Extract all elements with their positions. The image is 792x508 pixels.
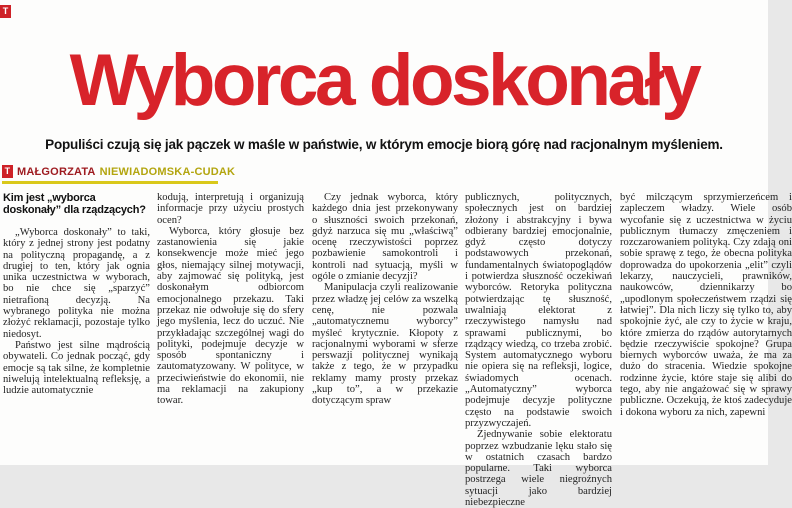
byline-author-first-name: MAŁGORZATA [17,165,96,178]
article-paragraph: Zjednywanie sobie elektoratu poprzez wzbudzanie lęku stało się w ostatnich czasach bardzo popularne. Taki wyborca postrzega wiele niegroźnych sytuacji jako bardziej niebezpieczne [465,429,612,508]
article-column-3 [312,192,458,407]
corner-logo-icon: T [0,5,11,18]
article-column-4 [465,192,612,508]
article-paragraph: Czy jednak wyborca, który każdego dnia jest przekonywany o słuszności swoich przekonań, gdyż narzuca się mu „właściwą” ocenę rzeczywistości poprzez pozbawienie samokontroli i kontroli nad sytuacją, myśli w ogóle o zmianie decyzji? [312,192,458,283]
article-column-1 [3,192,150,396]
question-heading: Kim jest „wyborca doskonały” dla rządzących? [3,192,146,216]
byline-t-icon: T [2,165,13,178]
article-title: Wyborca doskonały [69,40,699,121]
article-paragraph: Manipulacja czyli realizowanie przez władzę jej celów za wszelką cenę, nie pozwala „automatycznemu wyborcy” myśleć krytycznie. Kłopoty z racjonalnymi wyborami w sferze perswazji politycznej wynikają także z tego, że w przypadku reklamy mamy prosty przekaz „kup to”, a w przekazie dotyczącym spraw [312,282,458,407]
byline [2,165,236,184]
article-paragraph: „Wyborca doskonały” to taki, który z jednej strony jest podatny na polityczną propagandę, a z drugiej to ten, który jak ognia unika uczestnictwa w wyborach, bo nie chce się „sparzyć” nietrafioną decyzją. Na wybranego polityka nie można złożyć reklamacji, pozostaje tylko niedosyt. [3,227,150,340]
article-column-2 [157,192,304,407]
article-column-5 [620,192,792,418]
article-paragraph: kodują, interpretują i organizują informacje przy użyciu prostych ocen? [157,192,304,226]
byline-author-last-name: NIEWIADOMSKA-CUDAK [99,165,236,178]
article-paragraph: Wyborca, który głosuje bez zastanowienia się jakie konsekwencje może mieć jego głos, niemający silnej motywacji, aby zajmować się polityką, jest doskonałym odbiorcom emocjonalnego przekazu. Taki przekaz nie odwołuje się do sfery jego myślenia, lecz do uczuć. Nie przykładając szczególnej wagi do polityki, podejmuje decyzje w sposób spontaniczny i zautomatyzowany. W polityce, w przeciwieństwie do ekonomii, nie ma reklamacji na zakupiony towar. [157,225,304,407]
article-paragraph: publicznych, politycznych, społecznych jest on bardziej złożony i abstrakcyjny i bywa odbierany bardziej emocjonalnie, gdyż często dotyczy podstawowych przekonań, fundamentalnych światopoglądów i potwierdza słuszność oczekiwań wyborców. Retoryka polityczna potwierdzając tę słuszność, uwalniają elektorat z rzeczywistego namysłu nad sprawami publicznymi, bo rządzący wiedzą, co trzeba zrobić. System automatycznego wyboru nie opiera się na refleksji, logice, świadomych ocenach. „Automatyczny” wyborca podejmuje decyzje polityczne często na podstawie swoich przyzwyczajeń. [465,192,612,429]
article-paragraph: Państwo jest silne mądrością obywateli. Co jednak począć, gdy emocje są tak silne, że kompletnie niwelują intelektualną refleksję, a ludzie automatycznie [3,339,150,397]
article-paragraph: być milczącym sprzymierzeńcem i zapleczem władzy. Wiele osób wycofanie się z uczestnictwa w życiu publicznym tłumaczy zmęczeniem i rozczarowaniem polityką. Czy zdają oni sobie sprawę z tego, że obecna polityka doprowadza do upokorzenia „elit” czyli lekarzy, nauczycieli, prawników, naukowców, dziennikarzy bo „upodlonym społeczeństwem rządzi się łatwiej”. Dla nich liczy się tylko to, aby spokojnie żyć, ale czy to życie w kraju, które zmierza do rządów autorytarnych będzie rzeczywiście spokojne? Grupa biernych wyborców uważa, że ma za dużo do stracenia. Wiedzie spokojne rodzinne życie, które staje się alibi do tego, aby nie angażować się w sprawy publiczne. Oczekują, że ktoś zadecyduje i dokona wyboru za nich, zapewni [620,192,792,418]
article-subtitle: Populiści czują się jak pączek w maśle w państwie, w którym emocje biorą górę nad racjonalnym myśleniem. [45,137,723,152]
